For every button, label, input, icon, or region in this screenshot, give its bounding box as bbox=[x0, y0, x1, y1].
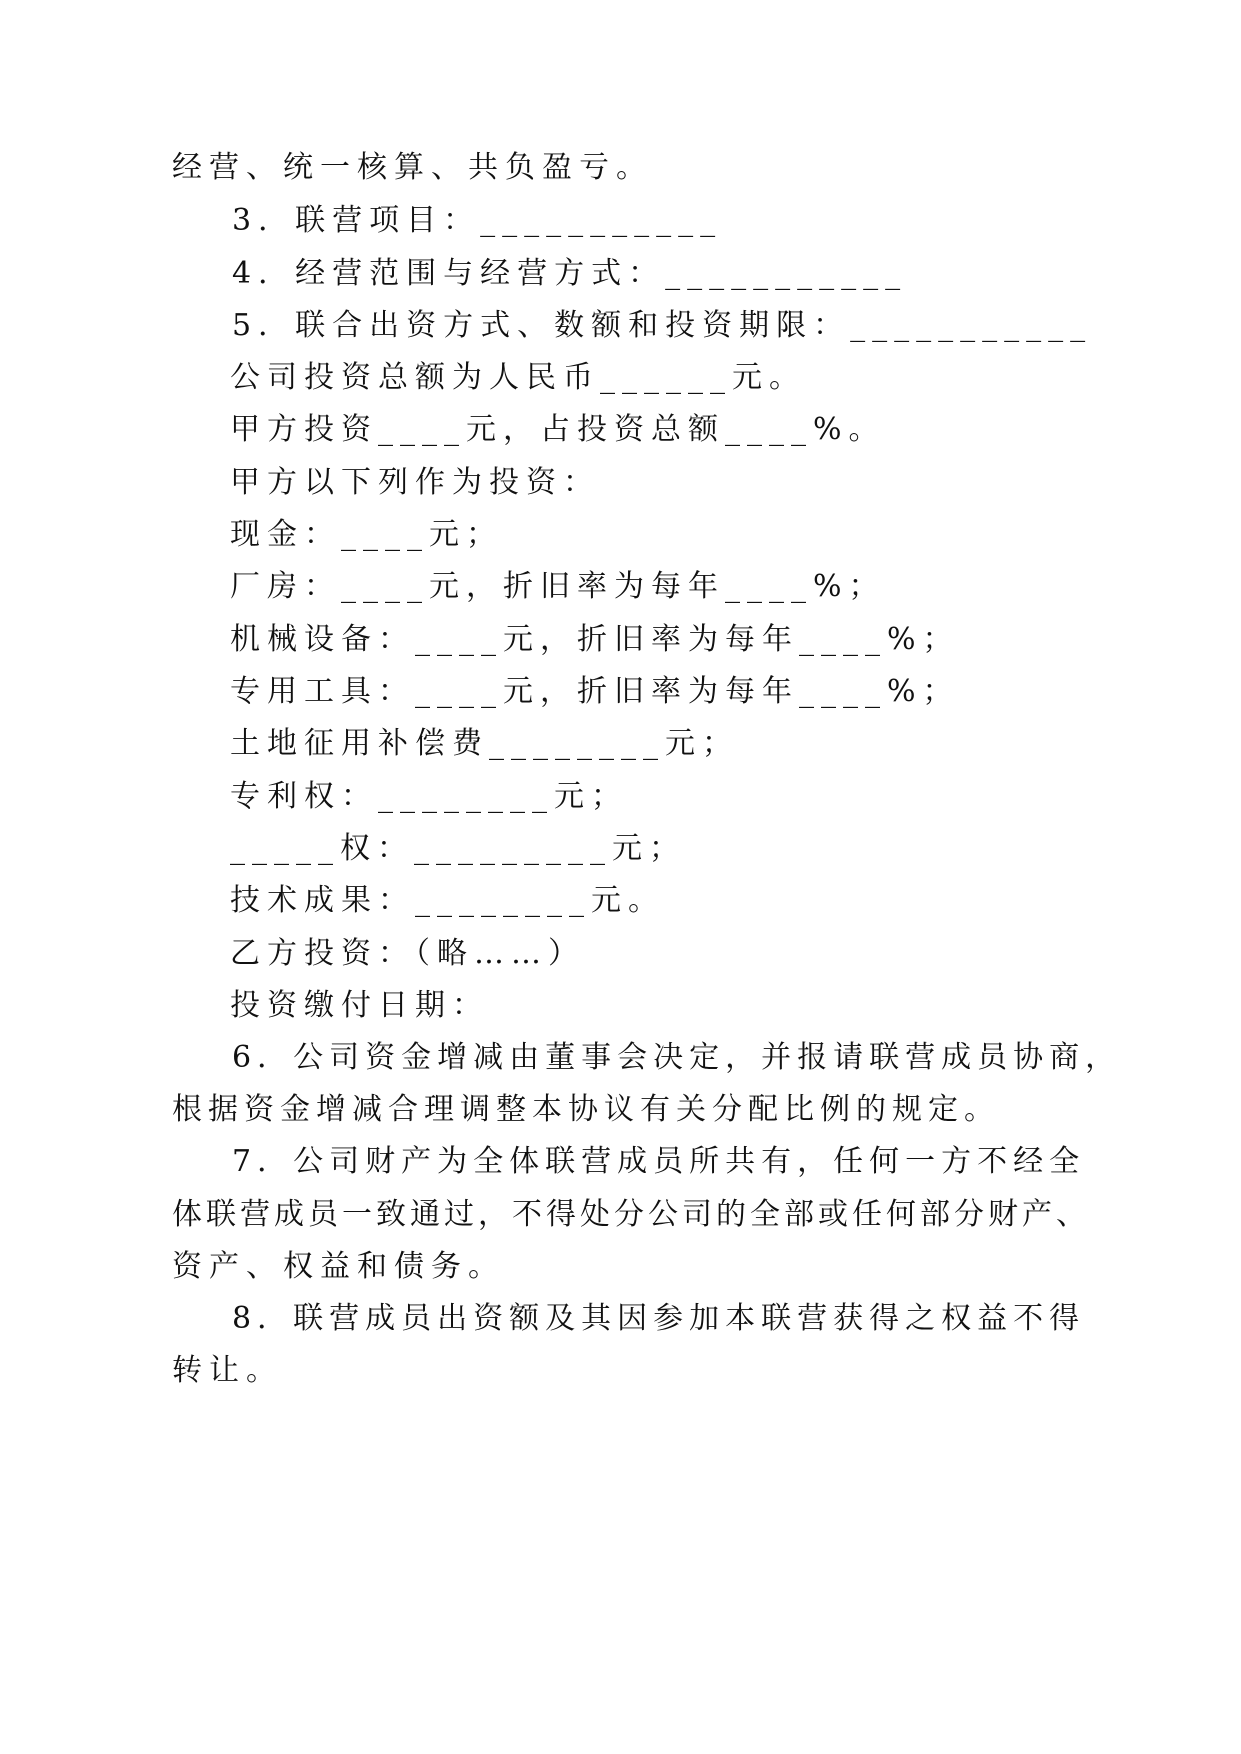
clause-8: 8．联营成员出资额及其因参加本联营获得之权益不得 bbox=[232, 1301, 1086, 1336]
text-line: 土地征用补偿费________元； bbox=[230, 726, 739, 761]
text-line: 经营、统一核算、共负盈亏。 bbox=[172, 150, 653, 185]
text-line: 公司投资总额为人民币______元。 bbox=[230, 360, 806, 395]
clause-7: 7．公司财产为全体联营成员所共有，任何一方不经全 bbox=[232, 1144, 1086, 1179]
text-line: 资产、权益和债务。 bbox=[172, 1249, 505, 1284]
text-line: 根据资金增减合理调整本协议有关分配比例的规定。 bbox=[172, 1092, 1000, 1127]
text-line: 投资缴付日期： bbox=[230, 988, 489, 1023]
clause-6: 6．公司资金增减由董事会决定，并报请联营成员协商， bbox=[232, 1040, 1122, 1075]
text-line: _____权：_________元； bbox=[230, 831, 686, 866]
text-line: 专利权：________元； bbox=[230, 779, 628, 814]
text-line: 甲方以下列作为投资： bbox=[230, 465, 600, 500]
text-line: 甲方投资____元，占投资总额____%。 bbox=[230, 412, 886, 447]
text-line: 厂房：____元，折旧率为每年____%； bbox=[230, 569, 886, 604]
text-line: 机械设备：____元，折旧率为每年____%； bbox=[230, 622, 960, 657]
text-line: 技术成果：________元。 bbox=[230, 883, 665, 918]
clause-4: 4．经营范围与经营方式：___________ bbox=[232, 256, 908, 291]
text-line: 体联营成员一致通过，不得处分公司的全部或任何部分财产、 bbox=[172, 1197, 1090, 1232]
clause-5: 5．联合出资方式、数额和投资期限：___________ bbox=[232, 308, 1093, 343]
clause-3: 3．联营项目：___________ bbox=[232, 203, 723, 238]
text-line: 乙方投资：（略……） bbox=[230, 936, 585, 971]
text-line: 现金：____元； bbox=[230, 517, 503, 552]
text-line: 专用工具：____元，折旧率为每年____%； bbox=[230, 674, 960, 709]
text-line: 转让。 bbox=[172, 1353, 283, 1388]
